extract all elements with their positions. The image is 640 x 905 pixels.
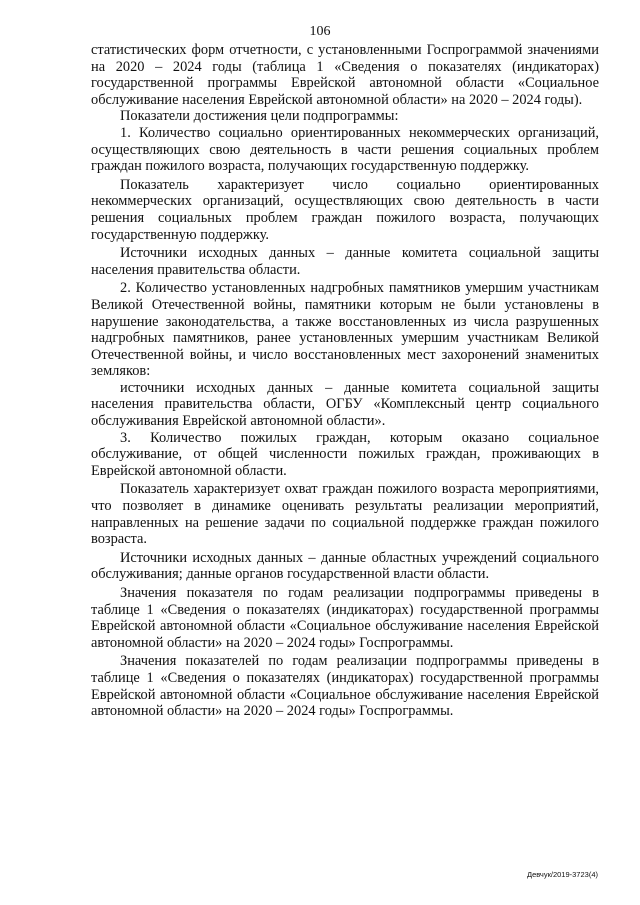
paragraph-1: статистических форм отчетности, с установленными Госпрограммой значениями на 2020 – 2024 годы (таблица 1 «Сведения о показателях (индикаторах) государственной программы Еврейской автономной области «Социальное обслуживание населения Еврейской автономной области» на 2020 – 2024 годы). bbox=[91, 42, 599, 108]
paragraph-8: 3. Количество пожилых граждан, которым оказано социальное обслуживание, от общей численности пожилых граждан, проживающих в Еврейской автономной области. bbox=[91, 429, 599, 479]
footer-document-code: Девчук/2019-3723(4) bbox=[527, 870, 598, 879]
paragraph-9: Показатель характеризует охват граждан пожилого возраста мероприятиями, что позволяет в динамике оценивать результаты реализации мероприятий, направленных на решение задачи по социальной поддержке граждан пожилого возраста. bbox=[91, 481, 599, 548]
page-number: 106 bbox=[309, 24, 331, 39]
paragraph-10: Источники исходных данных – данные областных учреждений социального обслуживания; данные органов государственной власти области. bbox=[91, 549, 599, 583]
paragraph-4: Показатель характеризует число социально ориентированных некоммерческих организаций, осуществляющих свою деятельность в части решения социальных проблем граждан пожилого возраста, получающих государственную поддержку. bbox=[91, 176, 599, 243]
document-body bbox=[91, 42, 599, 720]
paragraph-5: Источники исходных данных – данные комитета социальной защиты населения правительства области. bbox=[91, 245, 599, 278]
paragraph-12: Значения показателей по годам реализации подпрограммы приведены в таблице 1 «Сведения о показателях (индикаторах) государственной программы Еврейской автономной области «Социальное обслуживание населения Еврейской автономной области» на 2020 – 2024 годы» Госпрограммы. bbox=[91, 653, 599, 720]
paragraph-2: Показатели достижения цели подпрограммы: bbox=[120, 108, 399, 125]
paragraph-3: 1. Количество социально ориентированных некоммерческих организаций, осуществляющих свою деятельность в части решения социальных проблем граждан пожилого возраста, получающих государственную поддержку. bbox=[91, 124, 599, 175]
paragraph-11: Значения показателя по годам реализации подпрограммы приведены в таблице 1 «Сведения о показателях (индикаторах) государственной программы Еврейской автономной области «Социальное обслуживание населения Еврейской автономной области» на 2020 – 2024 годы» Госпрограммы. bbox=[91, 585, 599, 651]
paragraph-7: источники исходных данных – данные комитета социальной защиты населения правительства области, ОГБУ «Комплексный центр социального обслуживания Еврейской автономной области». bbox=[91, 379, 599, 430]
paragraph-6: 2. Количество установленных надгробных памятников умершим участникам Великой Отечественной войны, памятники которым не были установлены в нарушение законодательства, а также восстановленных из числа разрушенных надгробных памятников, ранее установленных умершим участникам Великой Отечественной войны, и число восстановленных мест захоронений знаменитых земляков: bbox=[91, 280, 599, 380]
